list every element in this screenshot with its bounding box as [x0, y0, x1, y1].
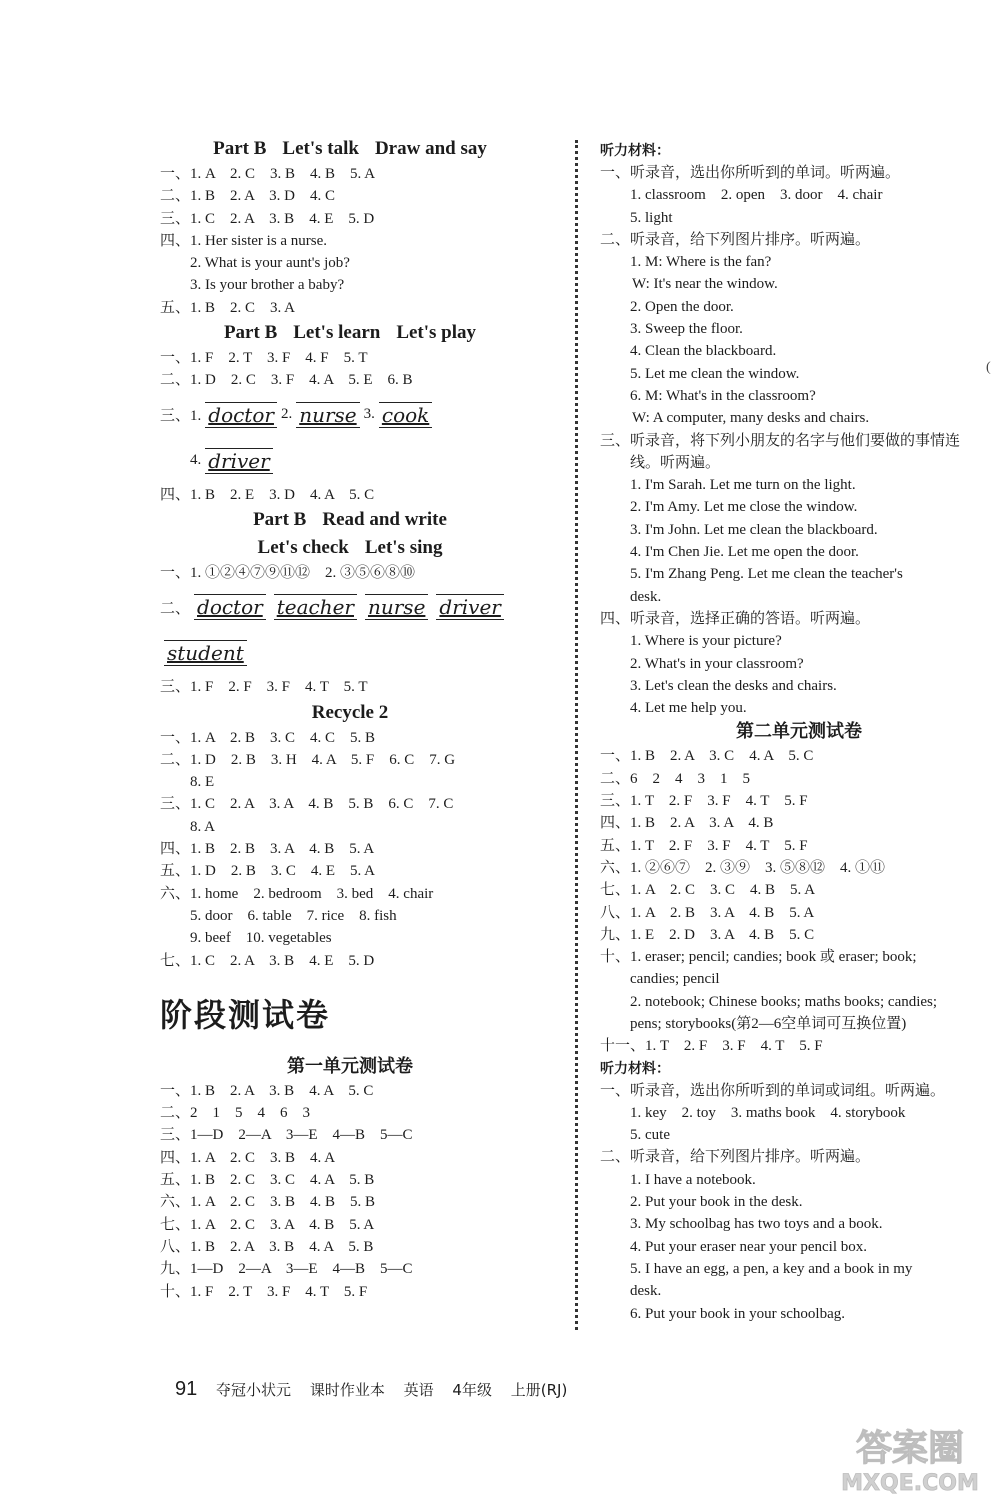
- text-line: 1. M: Where is the fan?: [630, 254, 772, 271]
- text-line: desk.: [630, 588, 662, 605]
- text-line: 一、听录音，选出你所听到的单词或词组。听两遍。: [600, 1082, 946, 1099]
- listening-material-1: [600, 162, 998, 719]
- listening-material-label: 听力材料：: [600, 1060, 670, 1077]
- text-line: 二、1. D 2. B 3. H 4. A 5. F 6. C 7. G: [160, 751, 456, 768]
- text-line: 9. beef 10. vegetables: [190, 930, 332, 947]
- answer-line: 二、1. B 2. A 3. D 4. C: [160, 188, 336, 205]
- heading-unit1-test: 第一单元测试卷: [287, 1055, 413, 1077]
- text-line: 3. Let's clean the desks and chairs.: [630, 677, 837, 694]
- text-line: 二、听录音，给下列图片排序。听两遍。: [600, 231, 871, 248]
- text-line: 三、1—D 2—A 3—E 4—B 5—C: [160, 1127, 413, 1144]
- answer-line: 一、1. A 2. C 3. B 4. B 5. A: [160, 166, 376, 182]
- heading-part-b-talk: Part B Let's talk Draw and say: [213, 138, 487, 159]
- footer-book: 课时作业本: [309, 1381, 385, 1399]
- text-line: 2. notebook; Chinese books; maths books; candies;: [630, 993, 938, 1010]
- text-line: 九、1—D 2—A 3—E 4—B 5—C: [160, 1261, 413, 1278]
- text-line: 2. Put your book in the desk.: [630, 1194, 803, 1211]
- text-line: 6. M: What's in the classroom?: [630, 387, 816, 404]
- text-line: W: It's near the window.: [632, 276, 778, 293]
- text-line: 3. I'm John. Let me clean the blackboard.: [630, 521, 878, 538]
- text-line: 2. Open the door.: [630, 298, 734, 315]
- handwriting-row: 二、 doctor teacher nurse driver: [160, 584, 540, 630]
- answer-line: 一、1. ①②④⑦⑨⑪⑫ 2. ③⑤⑥⑧⑩: [160, 564, 416, 581]
- page-number: 91: [175, 1378, 198, 1400]
- text-line: candies; pencil: [630, 971, 720, 988]
- handwritten-word: teacher: [274, 594, 357, 620]
- text-line: 3. My schoolbag has two toys and a book.: [630, 1216, 883, 1233]
- text-line: 八、1. A 2. B 3. A 4. B 5. A: [600, 904, 815, 921]
- text-line: 5. I have an egg, a pen, a key and a book in my: [630, 1260, 913, 1277]
- text-line: 一、1. B 2. A 3. B 4. A 5. C: [160, 1082, 374, 1099]
- text-line: 八、1. B 2. A 3. B 4. A 5. B: [160, 1238, 374, 1255]
- heading-recycle: Recycle 2: [311, 701, 389, 723]
- text-line: 一、1. A 2. B 3. C 4. C 5. B: [160, 729, 376, 746]
- handwriting-row: 三、1. doctor 2. nurse 3. cook: [160, 392, 540, 438]
- handwritten-word: nurse: [365, 594, 428, 620]
- watermark-en: MXQE.COM: [841, 1471, 979, 1496]
- heading-part-b-learn: Part B Let's learn Let's play: [223, 322, 477, 344]
- text-line: 四、1. B 2. A 3. A 4. B: [600, 815, 774, 832]
- section-title: 阶段测试卷: [160, 995, 331, 1034]
- text-line: pens; storybooks(第2—6空单词可互换位置): [630, 1015, 907, 1032]
- text-line: 5. cute: [630, 1127, 670, 1144]
- handwritten-word: doctor: [205, 402, 277, 428]
- handwritten-word: doctor: [194, 594, 266, 620]
- footer-subject: 英语: [403, 1381, 434, 1399]
- page-footer: [175, 1378, 581, 1401]
- heading-part-b-read-write: Part B Read and write: [253, 508, 447, 530]
- handwritten-word: driver: [205, 448, 272, 474]
- text-line: 五、1. D 2. B 3. C 4. E 5. A: [160, 863, 376, 880]
- recycle-answers: [160, 727, 540, 972]
- text-line: 1. I have a notebook.: [630, 1171, 756, 1188]
- text-line: 四、听录音，选择正确的答语。听两遍。: [600, 610, 871, 627]
- footer-series: 夺冠小状元: [216, 1381, 292, 1399]
- watermark-logo: [830, 1418, 990, 1498]
- answer-line: 三、1. F 2. F 3. F 4. T 5. T: [160, 679, 368, 696]
- text-line: W: A computer, many desks and chairs.: [632, 410, 870, 427]
- listening-material-2: [600, 1080, 998, 1325]
- text-line: 4. Clean the blackboard.: [630, 343, 777, 360]
- answer-line: 五、1. B 2. C 3. A: [160, 299, 296, 316]
- text-line: 5. light: [630, 209, 673, 226]
- answer-line: 二、1. D 2. C 3. F 4. A 5. E 6. B: [160, 372, 413, 389]
- text-line: 二、6 2 4 3 1 5: [600, 770, 751, 787]
- text-line: 七、1. C 2. A 3. B 4. E 5. D: [160, 952, 375, 969]
- unit2-answers: [600, 745, 998, 1057]
- heading-lets-check-sing: Let's check Let's sing: [257, 536, 443, 558]
- text-line: 4. I'm Chen Jie. Let me open the door.: [630, 544, 859, 561]
- text-line: 二、2 1 5 4 6 3: [160, 1105, 311, 1122]
- edge-mark: (: [986, 360, 991, 375]
- unit1-answers: [160, 1080, 540, 1303]
- text-line: 六、1. home 2. bedroom 3. bed 4. chair: [160, 885, 434, 902]
- text-line: 四、1. B 2. B 3. A 4. B 5. A: [160, 841, 375, 858]
- answer-line: 一、1. F 2. T 3. F 4. F 5. T: [160, 350, 368, 367]
- text-line: 一、1. B 2. A 3. C 4. A 5. C: [600, 748, 814, 765]
- text-line: 6. Put your book in your schoolbag.: [630, 1305, 845, 1322]
- text-line: 1. Where is your picture?: [630, 633, 782, 650]
- text-line: 5. door 6. table 7. rice 8. fish: [190, 907, 397, 924]
- heading-unit2-test: 第二单元测试卷: [736, 721, 862, 743]
- handwriting-row: [160, 630, 540, 676]
- text-line: 2. I'm Amy. Let me close the window.: [630, 499, 858, 516]
- text-line: 2. What's in your classroom?: [630, 655, 804, 672]
- answer-line: 四、1. Her sister is a nurse.: [160, 232, 328, 249]
- handwritten-word: driver: [436, 594, 503, 620]
- text-line: 三、1. C 2. A 3. A 4. B 5. B 6. C 7. C: [160, 796, 454, 813]
- text-line: 三、1. T 2. F 3. F 4. T 5. F: [600, 793, 808, 810]
- text-line: 5. Let me clean the window.: [630, 365, 800, 382]
- text-line: 一、听录音，选出你所听到的单词。听两遍。: [600, 165, 901, 181]
- text-line: 1. I'm Sarah. Let me turn on the light.: [630, 477, 856, 494]
- text-line: desk.: [630, 1283, 662, 1300]
- column-divider: [575, 140, 578, 1330]
- handwriting-row: 4. driver: [160, 438, 540, 484]
- text-line: 8. A: [190, 818, 216, 835]
- text-line: 六、1. ②⑥⑦ 2. ③⑨ 3. ⑤⑧⑫ 4. ①⑪: [600, 859, 886, 876]
- text-line: 十、1. F 2. T 3. F 4. T 5. F: [160, 1283, 368, 1300]
- answer-line: 2. What is your aunt's job?: [190, 255, 350, 272]
- text-line: 5. I'm Zhang Peng. Let me clean the teacher's: [630, 566, 903, 583]
- text-line: 1. classroom 2. open 3. door 4. chair: [630, 187, 883, 204]
- text-line: 五、1. B 2. C 3. C 4. A 5. B: [160, 1172, 375, 1189]
- right-column: [600, 140, 998, 1325]
- left-column: [160, 135, 540, 1303]
- handwritten-word: student: [164, 640, 247, 666]
- text-line: 十、1. eraser; pencil; candies; book 或 eraser; book;: [600, 949, 917, 966]
- text-line: 4. Let me help you.: [630, 700, 747, 717]
- text-line: 九、1. E 2. D 3. A 4. B 5. C: [600, 926, 815, 943]
- footer-volume: 上册(RJ): [510, 1381, 568, 1399]
- text-line: 线。听两遍。: [630, 454, 721, 471]
- text-line: 七、1. A 2. C 3. A 4. B 5. A: [160, 1216, 375, 1233]
- text-line: 二、听录音，给下列图片排序。听两遍。: [600, 1149, 871, 1166]
- text-line: 四、1. A 2. C 3. B 4. A: [160, 1149, 336, 1166]
- listening-material-label: 听力材料：: [600, 143, 670, 159]
- text-line: 1. key 2. toy 3. maths book 4. storybook: [630, 1104, 906, 1121]
- footer-grade: 4年级: [452, 1381, 492, 1399]
- text-line: 七、1. A 2. C 3. C 4. B 5. A: [600, 882, 816, 899]
- text-line: 十一、1. T 2. F 3. F 4. T 5. F: [600, 1038, 823, 1055]
- answer-line: 3. Is your brother a baby?: [190, 277, 345, 294]
- text-line: 8. E: [190, 774, 215, 791]
- text-line: 3. Sweep the floor.: [630, 321, 743, 338]
- text-line: 五、1. T 2. F 3. F 4. T 5. F: [600, 837, 808, 854]
- handwritten-word: cook: [379, 402, 432, 428]
- watermark-cn: 答案圈: [855, 1428, 965, 1469]
- text-line: 三、听录音，将下列小朋友的名字与他们要做的事情连: [600, 432, 961, 449]
- handwritten-word: nurse: [296, 402, 359, 428]
- answer-line: 四、1. B 2. E 3. D 4. A 5. C: [160, 486, 375, 503]
- answer-line: 三、1. C 2. A 3. B 4. E 5. D: [160, 210, 375, 227]
- text-line: 4. Put your eraser near your pencil box.: [630, 1238, 868, 1255]
- text-line: 六、1. A 2. C 3. B 4. B 5. B: [160, 1194, 376, 1211]
